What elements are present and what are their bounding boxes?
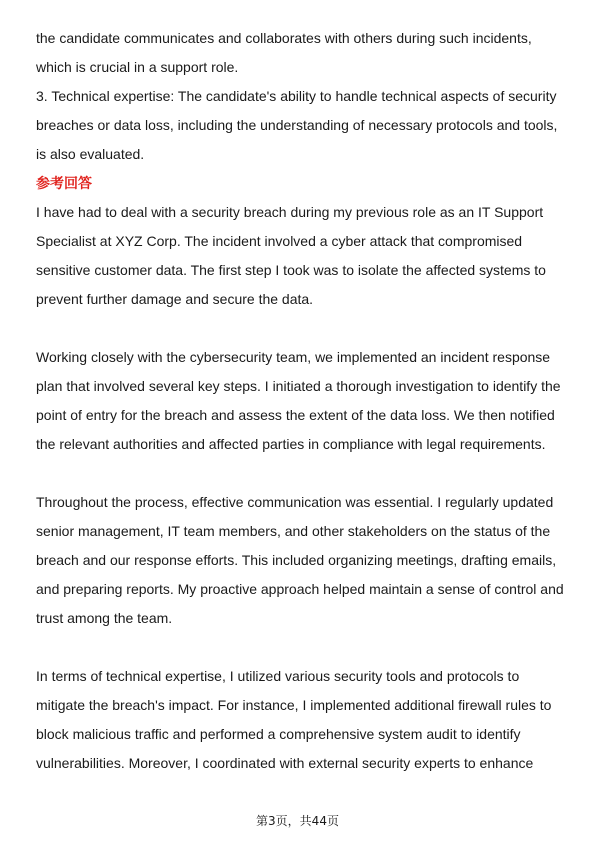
answer-paragraph-1: I have had to deal with a security breach during my previous role as an IT Support Specialist at XYZ Corp. The incident involved a cyber attack that compromised sensitive customer data. The first step I took was to isolate the affected systems to prevent further damage and secure the data. — [36, 204, 546, 307]
reference-answer-heading: 参考回答 — [36, 175, 92, 191]
answer-paragraph-2: Working closely with the cybersecurity team, we implemented an incident response plan that involved several key steps. I initiated a thorough investigation to identify the point of entry for the breach and assess the extent of the data loss. We then notified the relevant authorities and affected parties in compliance with legal requirements. — [36, 349, 561, 452]
evaluation-point-2-continuation: the candidate communicates and collaborates with others during such incidents, which is crucial in a support role. — [36, 30, 532, 75]
evaluation-point-3: 3. Technical expertise: The candidate's ability to handle technical aspects of security breaches or data loss, including the understanding of necessary protocols and tools, is also evaluated. — [36, 88, 558, 162]
page-number: 第3页，共44页 — [256, 814, 339, 828]
answer-paragraph-3: Throughout the process, effective communication was essential. I regularly updated senior management, IT team members, and other stakeholders on the status of the breach and our response efforts. This included organizing meetings, drafting emails, and preparing reports. My proactive approach helped maintain a sense of control and trust among the team. — [36, 494, 564, 626]
document-body — [36, 24, 564, 778]
answer-paragraph-4: In terms of technical expertise, I utilized various security tools and protocols to mitigate the breach's impact. For instance, I implemented additional firewall rules to block malicious traffic and performed a comprehensive system audit to identify vulnerabilities. Moreover, I coordinated with external security experts to enhance — [36, 668, 552, 771]
